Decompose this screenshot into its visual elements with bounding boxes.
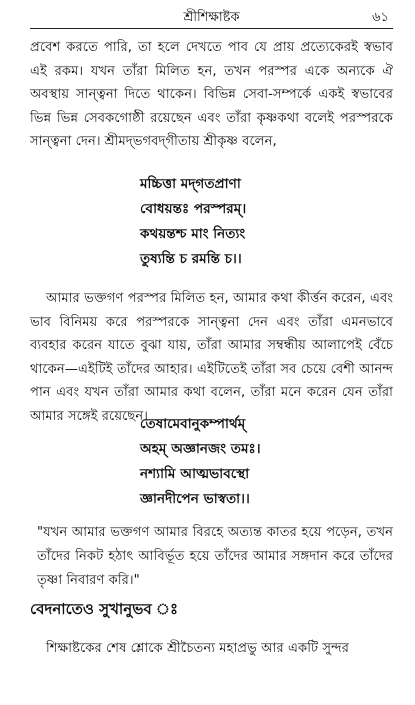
verse-1-line-3: কথয়ন্তশ্চ মাং নিত্যং <box>140 226 246 242</box>
verse-2-line-3: নশ্যামি আত্মভাবস্থো <box>140 466 250 482</box>
verse-block-1 <box>140 172 246 272</box>
verse-1-line-2: বোধয়ন্তঃ পরস্পরম্‌। <box>140 201 247 217</box>
running-title: শ্রীশিক্ষাষ্টক <box>183 10 240 25</box>
paragraph-3: শিক্ষাষ্টকের শেষ শ্লোকে শ্রীচৈতন্য মহাপ্রভু আর একটি সুন্দর <box>46 641 349 656</box>
translation-quote: "যখন আমার ভক্তগণ আমার বিরহে অত্যন্ত কাতর হয়ে পড়েন, তখন তাঁদের নিকট হঠাৎ আবির্ভূত হয়ে তাঁদের আমার সঙ্গদান করে তাঁদের তৃষ্ণা নিবারণ করি।" <box>37 525 393 588</box>
page-number: ৬১ <box>372 10 389 25</box>
verse-2-line-1: তেষামেবানুকম্পার্থম্‌ <box>140 416 246 432</box>
verse-1-line-1: মচ্চিত্তা মদ্‌গতপ্রাণা <box>140 176 241 192</box>
paragraph-1: প্রবেশ করতে পারি, তা হলে দেখতে পাব যে প্রায় প্রত্যেকেরই স্বভাব এই রকম। যখন তাঁরা মিলিত হন, তখন পরস্পর একে অন্যকে ঐ অবস্থায় সান্ত্বনা দিতে থাকেন। বিভিন্ন সেবা-সম্পর্কে একই স্বভাবের ভিন্ন ভিন্ন সেবকগোষ্ঠী রয়েছেন এবং তাঁরা কৃষ্ণকথা বলেই পরস্পরকে সান্ত্বনা দেন। শ্রীমদ্‌ভগবদ্‌গীতায় শ্রীকৃষ্ণ বলেন, <box>30 40 393 149</box>
verse-2-line-4: জ্ঞানদীপেন ভাস্বতা।। <box>140 491 250 507</box>
verse-2-line-2: অহম্‌ অজ্ঞানজং তমঃ। <box>140 441 261 457</box>
verse-block-2 <box>140 412 261 512</box>
section-heading: বেদনাতেও সুখানুভব ঃ <box>30 600 178 618</box>
verse-1-line-4: তুষ্যন্তি চ রমন্তি চ।। <box>140 251 242 267</box>
paragraph-2: আমার ভক্তগণ পরস্পর মিলিত হন, আমার কথা কীর্ত্তন করেন, এবং ভাব বিনিময় করে পরস্পরকে সান্ত্বনা দেন এবং তাঁরা এমনভাবে ব্যবহার করেন যাতে বুঝা যায়, তাঁরা আমার সম্বন্ধীয় আলাপেই বেঁচে থাকেন—এইটিই তাঁদের আহার। এইটিতেই তাঁরা সব চেয়ে বেশী আনন্দ পান এবং যখন তাঁরা আমার কথা বলেন, তাঁরা মনে করেন যেন তাঁরা আমার সঙ্গেই রয়েছেন। <box>30 291 393 424</box>
page-header <box>30 6 393 29</box>
